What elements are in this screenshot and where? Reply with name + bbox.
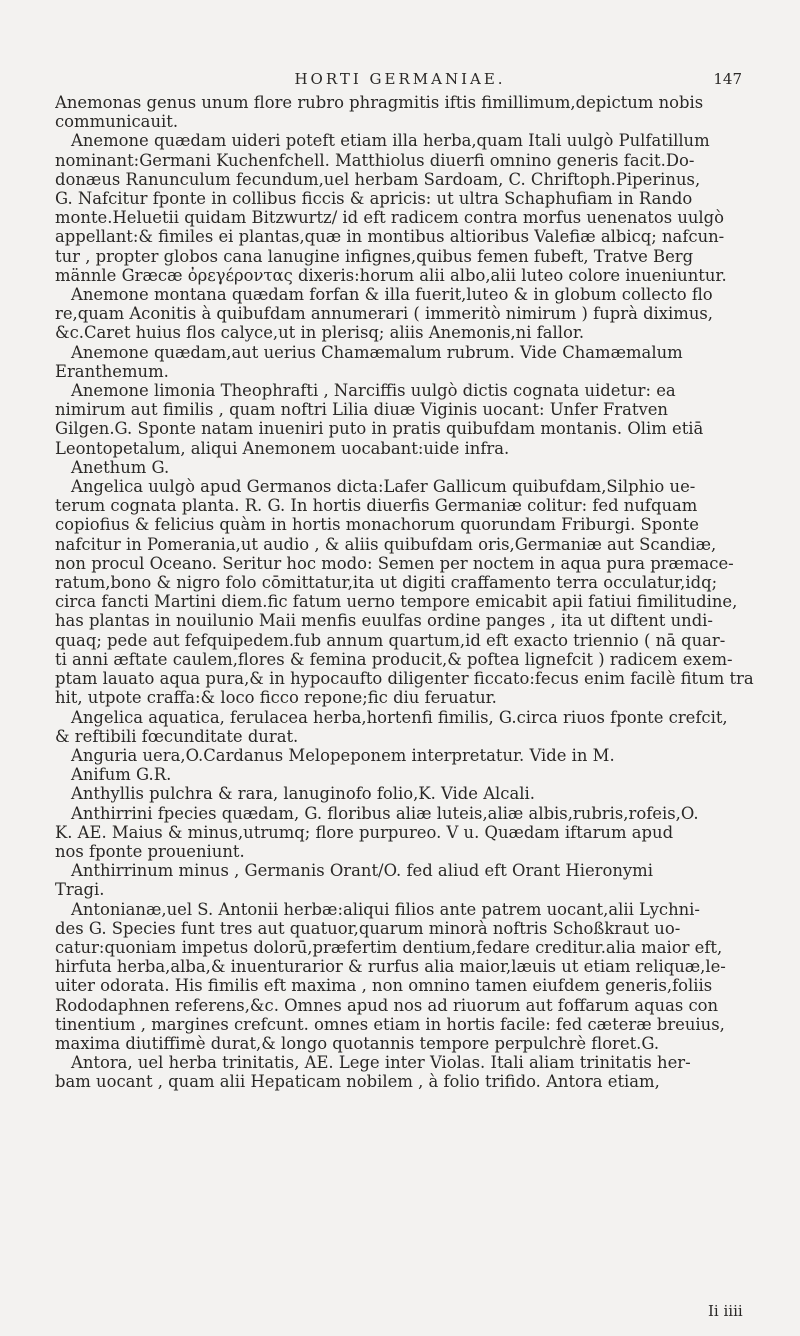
text-line: nos fponte proueniunt. <box>55 841 245 861</box>
text-line: donæus Ranunculum fecundum,uel herbam Sardoam, C. Chriftoph.Piperinus, <box>55 169 701 189</box>
text-line: communicauit. <box>55 112 179 132</box>
text-line: Anemone montana quædam forfan & illa fuerit,luteo & in globum collecto flo <box>71 285 713 305</box>
text-line: non procul Oceano. Seritur hoc modo: Semen per noctem in aqua pura præmace- <box>55 553 734 573</box>
text-line: Anguria uera,O.Cardanus Melopeponem interpretatur. Vide in M. <box>71 745 615 765</box>
text-line: appellant:& fimiles ei plantas,quæ in montibus altioribus Valefiæ albicq; nafcun- <box>55 227 725 247</box>
text-line: Leontopetalum, aliqui Anemonem uocabant:uide infra. <box>55 438 510 458</box>
text-line: Antora, uel herba trinitatis, AE. Lege inter Violas. Itali aliam trinitatis her- <box>71 1053 691 1073</box>
text-line: nimirum aut fimilis , quam noftri Lilia diuæ Viginis uocant: Unfer Fratven <box>55 400 668 420</box>
text-line: K. AE. Maius & minus,utrumq; flore purpureo. V u. Quædam iftarum apud <box>55 822 674 842</box>
text-line: nominant:Germani Kuchenfchell. Matthiolus diuerfi omnino generis facit.Do- <box>55 150 695 170</box>
text-line: quaq; pede aut fefquipedem.fub annum quartum,id eft exacto triennio ( nā quar- <box>55 630 726 650</box>
text-line: Tragi. <box>55 880 105 900</box>
text-line: Rododaphnen referens,&c. Omnes apud nos ad riuorum aut foffarum aquas con <box>55 995 719 1015</box>
text-line: männle Græcæ ὀρεγέροντας dixeris:horum alii albo,alii luteo colore inueniuntur. <box>55 265 727 285</box>
text-line: re,quam Aconitis à quibufdam annumerari ( immeritò nimirum ) fuprà diximus, <box>55 304 714 324</box>
text-line: hit, utpote craffa:& loco ficco repone;fic diu feruatur. <box>55 688 497 708</box>
text-line: maxima diutiffimè durat,& longo quotannis tempore perpulchrè floret.G. <box>55 1033 660 1053</box>
text-line: Anemonas genus unum flore rubro phragmitis iftis fimillimum,depictum nobis <box>55 93 704 112</box>
text-line: &c.Caret huius flos calyce,ut in plerisq; aliis Anemonis,ni fallor. <box>55 323 585 343</box>
page-header <box>0 0 800 70</box>
text-line: ptam lauato aqua pura,& in hypocaufto diligenter ficcato:fecus enim facilè fitum tra <box>55 669 754 689</box>
text-line: Anethum G. <box>71 457 170 477</box>
text-line: copiofius & felicius quàm in hortis monachorum quorundam Friburgi. Sponte <box>55 515 699 535</box>
text-line: ti anni æftate caulem,flores & femina producit,& poftea lignefcit ) radicem exem- <box>55 649 733 669</box>
page-number: 147 <box>713 70 742 88</box>
text-line: circa fancti Martini diem.fic fatum uerno tempore emicabit apii fatiui fimilitudine, <box>55 592 738 612</box>
text-line: Anthirrinum minus , Germanis Orant/O. fed aliud eft Orant Hieronymi <box>71 861 653 881</box>
text-line: Anifum G.R. <box>71 765 172 785</box>
text-line: Anemone limonia Theophrafti , Narciffis uulgò dictis cognata uidetur: ea <box>71 381 676 401</box>
text-line: Anemone quædam,aut uerius Chamæmalum rubrum. Vide Chamæmalum <box>71 342 683 362</box>
text-line: hirfuta herba,alba,& inuenturarior & rurfus alia maior,læuis ut etiam reliquæ,le- <box>55 957 726 977</box>
text-line: Angelica uulgò apud Germanos dicta:Lafer Gallicum quibufdam,Silphio ue- <box>71 477 696 497</box>
text-line: Anthirrini fpecies quædam, G. floribus aliæ luteis,aliæ albis,rubris,rofeis,O. <box>71 803 699 823</box>
text-line: Anthyllis pulchra & rara, lanuginofo folio,K. Vide Alcali. <box>71 784 535 804</box>
text-line: terum cognata planta. R. G. In hortis diuerfis Germaniæ colitur: fed nufquam <box>55 496 698 516</box>
text-line: monte.Heluetii quidam Bitzwurtz/ id eft radicem contra morfus uenenatos uulgò <box>55 208 725 228</box>
text-line: has plantas in nouilunio Maii menfis euulfas ordine panges , ita ut diftent undi- <box>55 611 713 631</box>
text-line: Anemone quædam uideri poteft etiam illa herba,quam Itali uulgò Pulfatillum <box>71 131 710 151</box>
text-line: tinentium , margines crefcunt. omnes etiam in hortis facile: fed cæteræ breuius, <box>55 1014 725 1034</box>
text-line: Gilgen.G. Sponte natam inueniri puto in pratis quibufdam montanis. Olim etiā <box>55 419 704 439</box>
text-line: Eranthemum. <box>55 361 169 381</box>
text-line: Antonianæ,uel S. Antonii herbæ:aliqui filios ante patrem uocant,alii Lychni- <box>71 899 700 919</box>
text-line: & reftibili fœcunditate durat. <box>55 726 299 746</box>
text-line: tur , propter globos cana lanugine infignes,quibus femen fubeft, Tratve Berg <box>55 246 694 266</box>
text-line: nafcitur in Pomerania,ut audio , & aliis quibufdam oris,Germaniæ aut Scandiæ, <box>55 534 717 554</box>
running-title: HORTI GERMANIAE. <box>294 70 506 88</box>
text-line: des G. Species funt tres aut quatuor,quarum minorà noftris Schoßkraut uo- <box>55 918 681 938</box>
text-line: catur:quoniam impetus dolorū,præfertim dentium,fedare creditur.alia maior eft, <box>55 937 723 957</box>
signature-mark: Ii iiii <box>708 1302 743 1320</box>
text-line: uiter odorata. His fimilis eft maxima , non omnino tamen eiufdem generis,foliis <box>55 976 713 996</box>
text-line: G. Nafcitur fponte in collibus ficcis & apricis: ut ultra Schaphufiam in Rando <box>55 189 693 209</box>
text-line: ratum,bono & nigro folo cōmittatur,ita ut digiti craffamento terra occulatur,idq; <box>55 573 718 593</box>
body-text <box>55 93 769 1092</box>
text-line: Angelica aquatica, ferulacea herba,hortenfi fimilis, G.circa riuos fponte crefcit, <box>71 707 728 727</box>
text-line: bam uocant , quam alii Hepaticam nobilem , à folio trifido. Antora etiam, <box>55 1072 660 1092</box>
